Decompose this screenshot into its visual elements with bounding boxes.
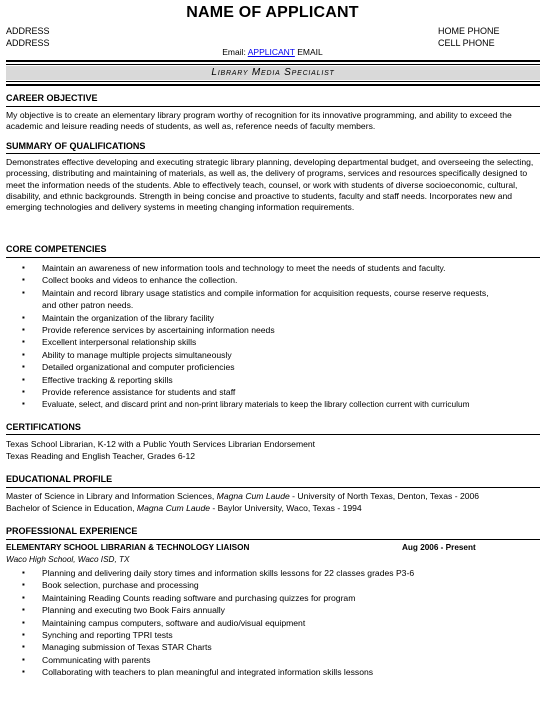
email-line [0,47,545,57]
bullet-icon: ▪ [22,387,25,397]
list-item: ▪ Managing submission of Texas STAR Charts [22,642,212,653]
section-divider [6,487,540,488]
list-item: ▪ Planning and executing two Book Fairs annually [22,605,225,616]
list-item: ▪ Maintaining campus computers, software and audio/visual equipment [22,617,306,628]
list-item: ▪ Maintaining Reading Counts reading software and purchasing quizzes for program [22,592,356,603]
section-divider [6,153,540,154]
competencies-heading: CORE COMPETENCIES [6,244,107,254]
bullet-icon: ▪ [22,580,25,590]
email-link[interactable]: APPLICANT [247,47,295,57]
section-divider [6,106,540,107]
bullet-icon: ▪ [22,362,25,372]
career-objective-heading: CAREER OBJECTIVE [6,93,98,103]
home-phone: HOME PHONE [438,26,500,36]
list-item: ▪ Maintain an awareness of new information tools and technology to meet the needs of students and faculty. [22,263,446,273]
list-item: ▪ Book selection, purchase and processing [22,580,199,591]
certification-item: Texas Reading and English Teacher, Grades 6-12 [6,450,196,461]
education-item: Master of Science in Library and Information Sciences, Magna Cum Laude - University of North Texas, Denton, Texas - 2006 [6,491,480,501]
section-divider [6,434,540,435]
bullet-icon: ▪ [22,325,25,335]
phone-block [438,25,500,49]
address-line: ADDRESS [6,38,50,48]
bullet-icon: ▪ [22,642,25,652]
list-item: ▪ Ability to manage multiple projects simultaneously [22,349,232,360]
certifications-heading: CERTIFICATIONS [6,422,81,432]
header-divider [6,60,540,62]
bullet-icon: ▪ [22,568,25,577]
list-item: ▪ Provide reference services by ascertaining information needs [22,325,275,336]
bullet-icon: ▪ [22,312,25,322]
list-item: ▪ Detailed organizational and computer proficiencies [22,362,235,373]
bullet-icon: ▪ [22,399,25,409]
email-prefix: Email: [222,47,246,57]
list-item: ▪ Effective tracking & reporting skills [22,374,173,385]
bullet-icon: ▪ [22,337,25,347]
job-employer: Waco High School, Waco ISD, TX [6,555,130,564]
list-item: ▪ Maintain the organization of the library facility [22,312,214,323]
bullet-icon: ▪ [22,630,25,640]
applicant-name: NAME OF APPLICANT [186,4,359,21]
bullet-icon: ▪ [22,667,25,677]
cell-phone: CELL PHONE [438,38,495,48]
bullet-icon: ▪ [22,263,25,272]
list-item: ▪ Planning and delivering daily story times and information skills lessons for 22 classes grades P3-6 [22,568,415,578]
section-divider [6,257,540,258]
education-heading: EDUCATIONAL PROFILE [6,474,113,484]
address-line: ADDRESS [6,26,50,36]
position-title: Library Media Specialist [6,66,540,80]
bullet-icon: ▪ [22,275,25,285]
bullet-icon: ▪ [22,605,25,615]
qualifications-heading: SUMMARY OF QUALIFICATIONS [6,141,146,151]
bullet-icon: ▪ [22,617,25,627]
competencies-list [22,262,540,411]
header-divider [6,64,540,65]
header-divider [6,81,540,82]
bullet-icon: ▪ [22,287,25,297]
email-suffix: EMAIL [297,47,323,57]
list-item: ▪ Collaborating with teachers to plan meaningful and integrated information skills lessons [22,667,374,678]
list-item: ▪ Collect books and videos to enhance the collection. [22,275,238,286]
list-item: ▪ Synching and reporting TPRI tests [22,630,173,641]
bullet-icon: ▪ [22,349,25,359]
certifications-list [6,439,315,462]
list-item: ▪ Evaluate, select, and discard print and non-print library materials to keep the library collection current with curriculum [22,399,470,410]
bullet-icon: ▪ [22,374,25,384]
list-item: ▪ Provide reference assistance for students and staff [22,387,236,398]
section-divider [6,539,540,540]
job-title: ELEMENTARY SCHOOL LIBRARIAN & TECHNOLOGY LIAISON [6,543,250,552]
career-objective-text: My objective is to create an elementary library program worthy of recognition for its innovative programming, and ability to exceed the academic and leisure reading needs of students, as well as, reference needs of faculty members. [6,110,512,132]
experience-heading: PROFESSIONAL EXPERIENCE [6,526,138,536]
bullet-icon: ▪ [22,654,25,664]
qualifications-text: Demonstrates effective developing and executing strategic library planning, developing departmental budget, and overseeing the selecting, processing, distributing and maintaining of materials, as well as, the delivery of programs, services and resources specifically designed to meet the information needs of the students. Able to effectively teach, counsel, or work with students of diverse socioeconomic, cultural, disability, and ethnic backgrounds. Strength in being concise and proactive to students, faculty and staff needs. Incorporates new and emerging technologies and delivery systems in meeting changing information requirements. [6,157,534,213]
list-item: ▪ Excellent interpersonal relationship skills [22,337,197,348]
education-item: Bachelor of Science in Education, Magna Cum Laude - Baylor University, Waco, Texas - 1994 [6,502,362,513]
address-block [6,25,50,49]
list-item: ▪ Maintain and record library usage statistics and compile information for acquisition requests, course reserve requests, and other patron needs. [22,287,489,311]
experience-list [22,567,540,679]
job-dates: Aug 2006 - Present [402,543,476,552]
bullet-icon: ▪ [22,592,25,602]
certification-item: Texas School Librarian, K-12 with a Public Youth Services Librarian Endorsement [6,439,316,449]
list-item: ▪ Communicating with parents [22,654,151,665]
header-divider [6,84,540,86]
education-list [6,491,479,514]
